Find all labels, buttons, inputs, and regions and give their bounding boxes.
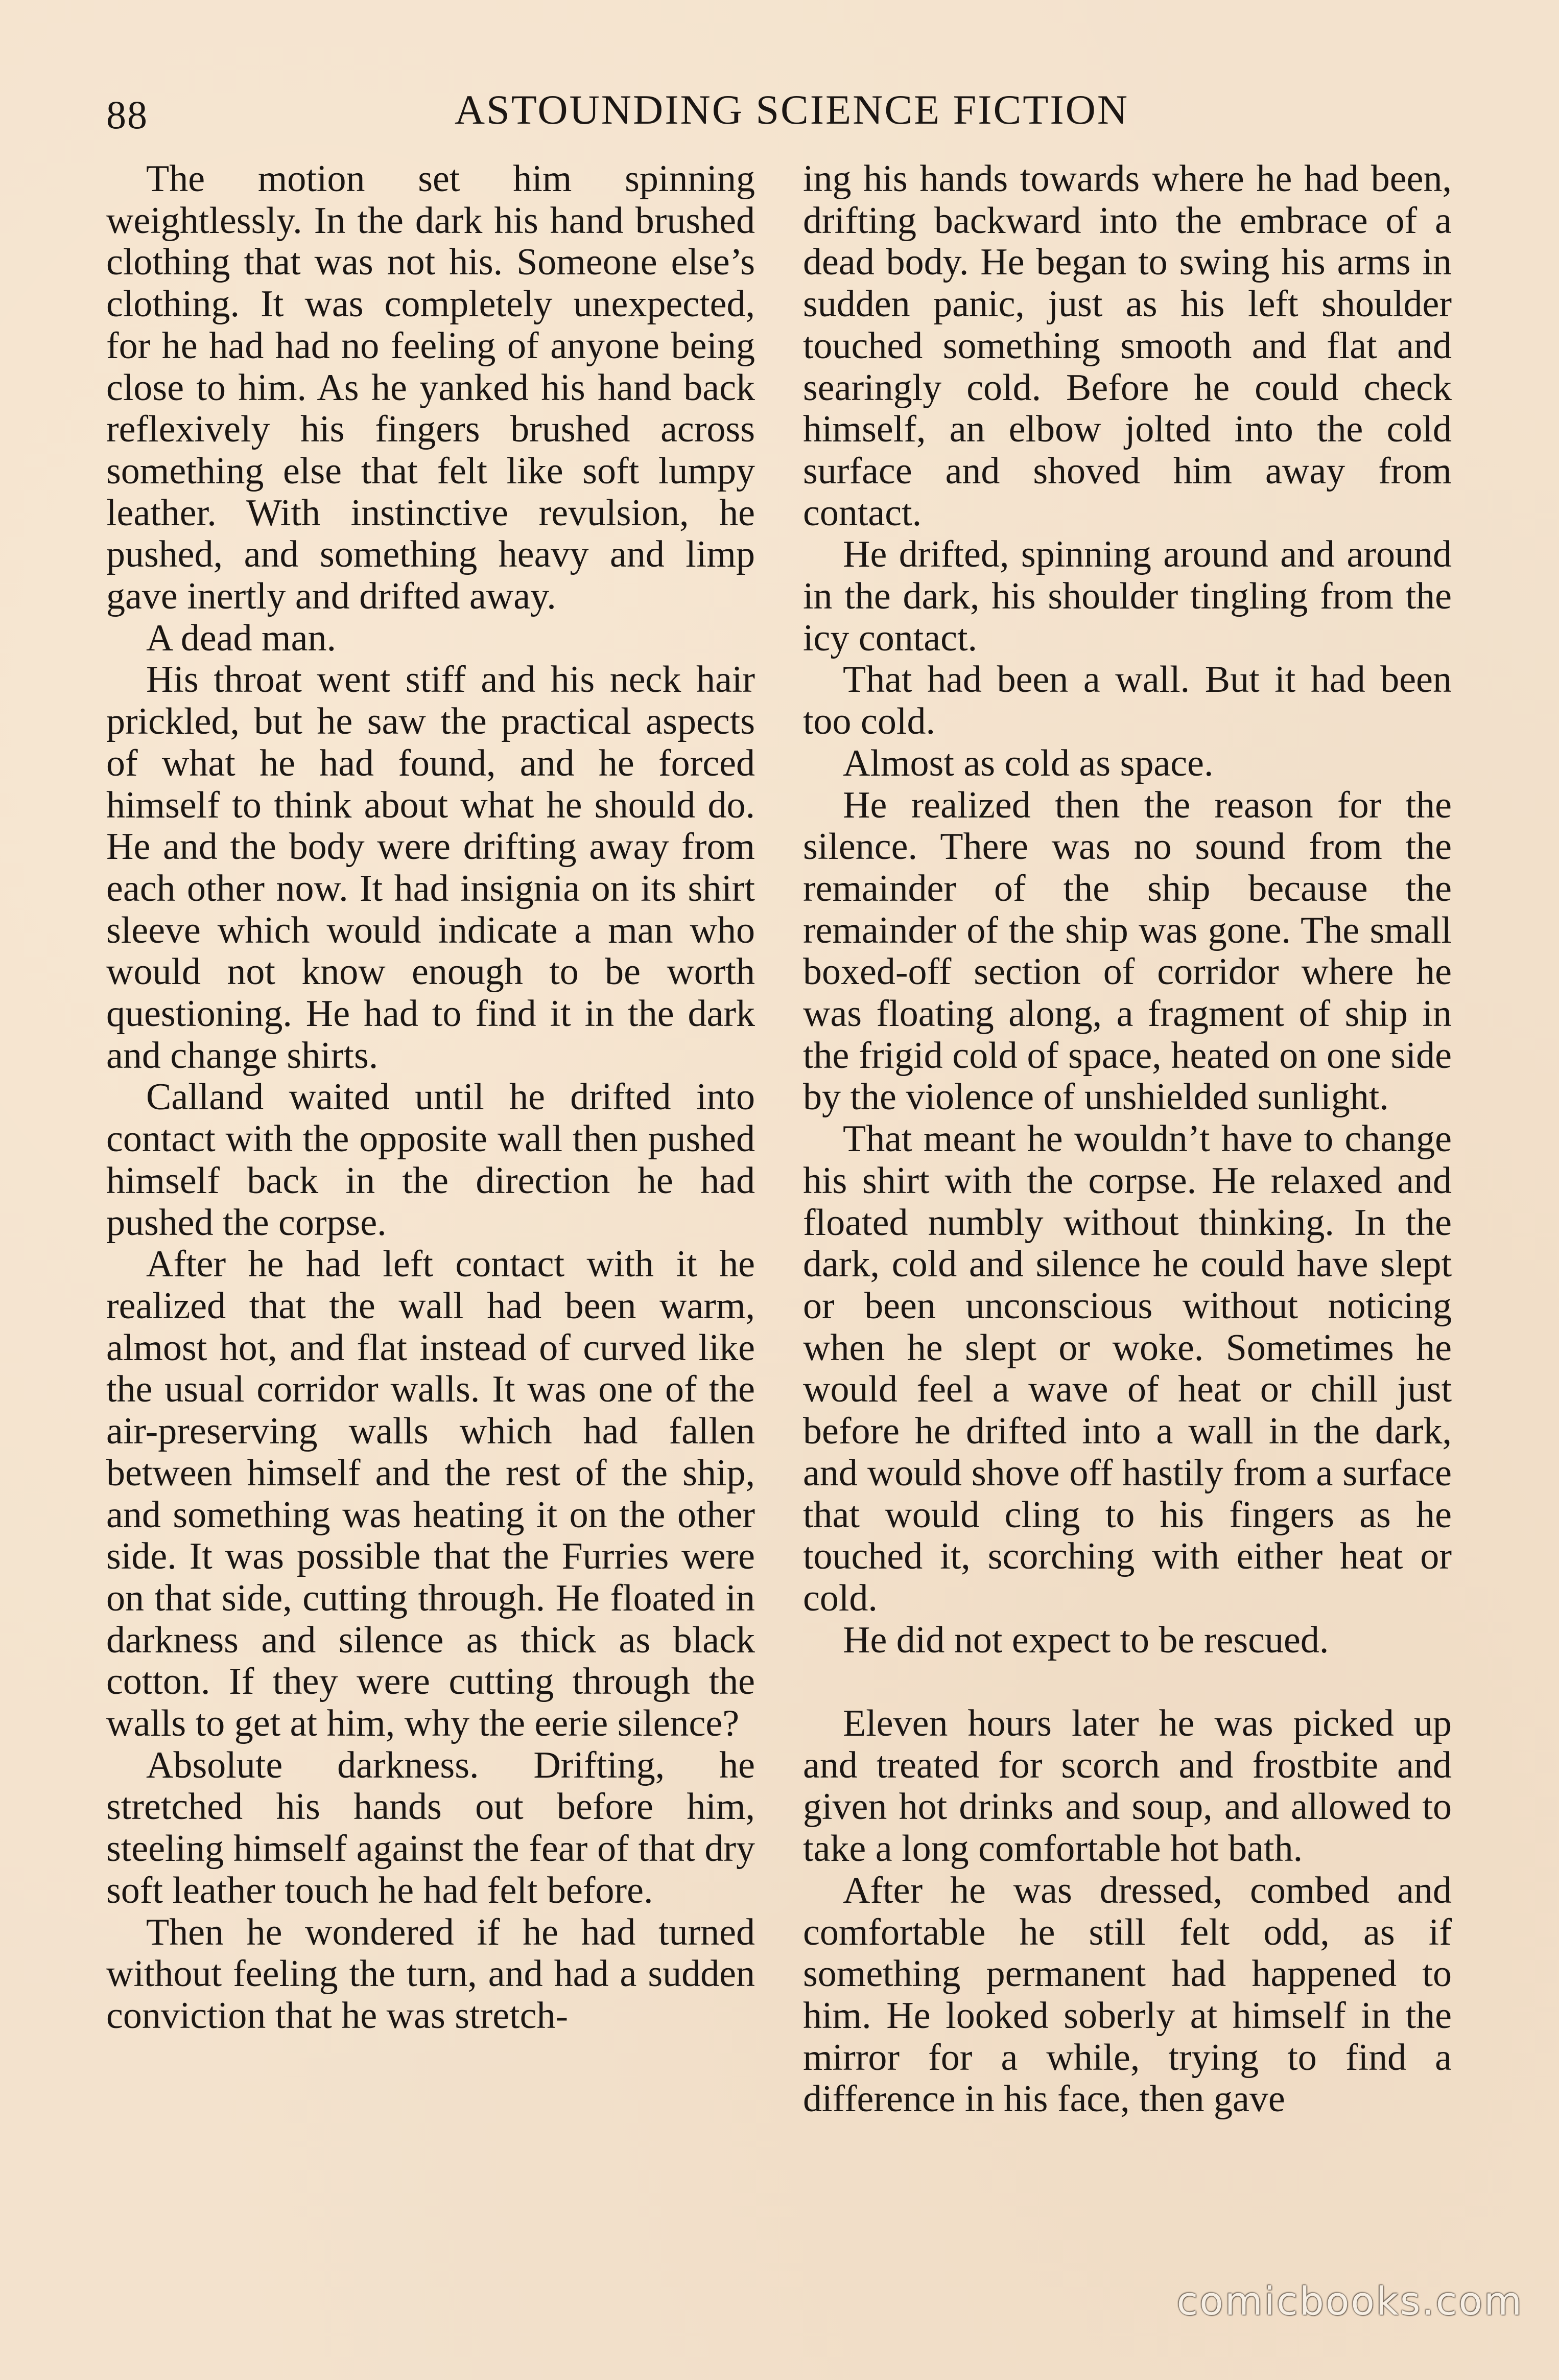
paragraph: ing his hands towards where he had been, drifting backward into the embrace of a dead body. He began to swing his arms in sudden panic, just as his left shoulder touched something smooth and flat and searingly cold. Before he could check himself, an elbow jolted into the cold surface and shoved him away from contact. — [803, 158, 1452, 534]
page-header — [102, 82, 1481, 148]
paragraph: After he had left contact with it he realized that the wall had been warm, almost hot, and flat instead of curved like the usual corridor walls. It was one of the air-preserving walls which had fallen between himself and the rest of the ship, and something was heating it on the other side. It was possible that the Furries were on that side, cutting through. He floated in darkness and silence as thick as black cotton. If they were cutting through the walls to get at him, why the eerie silence? — [106, 1243, 755, 1745]
paragraph: Absolute darkness. Drifting, he stretched his hands out before him, steeling himself against the fear of that dry soft leather touch he had felt before. — [106, 1744, 755, 1911]
running-title: ASTOUNDING SCIENCE FICTION — [454, 86, 1129, 133]
paragraph: Almost as cold as space. — [843, 742, 1214, 784]
paragraph: His throat went stiff and his neck hair prickled, but he saw the practical aspects of what he had found, and he forced himself to think about what he should do. He and the body were drifting away from each other now. It had insignia on its shirt sleeve which would indicate a man who would not know enough to be worth questioning. He had to find it in the dark and change shirts. — [106, 659, 755, 1077]
paragraph: After he was dressed, combed and comfortable he still felt odd, as if something permanent had happened to him. He looked soberly at himself in the mirror for a while, trying to find a difference in his face, then gave — [803, 1869, 1452, 2120]
paragraph: A dead man. — [146, 617, 336, 659]
paragraph: He drifted, spinning around and around in the dark, his shoulder tingling from the icy contact. — [803, 533, 1452, 659]
paragraph: That had been a wall. But it had been too cold. — [803, 659, 1452, 743]
paragraph: He did not expect to be rescued. — [843, 1619, 1329, 1661]
page-number: 88 — [106, 92, 148, 137]
watermark: comicbooks.com — [1176, 2278, 1523, 2324]
paragraph: Then he wondered if he had turned without feeling the turn, and had a sudden conviction that he was stretch- — [106, 1911, 755, 2037]
left-column — [106, 158, 755, 2037]
paragraph: Calland waited until he drifted into contact with the opposite wall then pushed himself back in the direction he had pushed the corpse. — [106, 1076, 755, 1244]
paragraph: He realized then the reason for the silence. There was no sound from the remainder of the ship because the remainder of the ship was gone. The small boxed-off section of corridor where he was floating along, a fragment of ship in the frigid cold of space, heated on one side by the violence of unshielded sunlight. — [803, 784, 1452, 1118]
paragraph: That meant he wouldn’t have to change his shirt with the corpse. He relaxed and floated numbly without thinking. In the dark, cold and silence he could have slept or been unconscious without noticing when he slept or woke. Sometimes he would feel a wave of heat or chill just before he drifted into a wall in the dark, and would shove off hastily from a surface that would cling to his fingers as he touched it, scorching with either heat or cold. — [803, 1118, 1452, 1619]
paragraph: The motion set him spinning weightlessly. In the dark his hand brushed clothing that was not his. Someone else’s clothing. It was completely unexpected, for he had had no feeling of anyone being close to him. As he yanked his hand back reflexively his fingers brushed across something else that felt like soft lumpy leather. With instinctive revulsion, he pushed, and something heavy and limp gave inertly and drifted away. — [106, 158, 755, 618]
paragraph: Eleven hours later he was picked up and treated for scorch and frostbite and given hot drinks and soup, and allowed to take a long comfortable hot bath. — [803, 1702, 1452, 1870]
right-column — [803, 158, 1452, 2120]
